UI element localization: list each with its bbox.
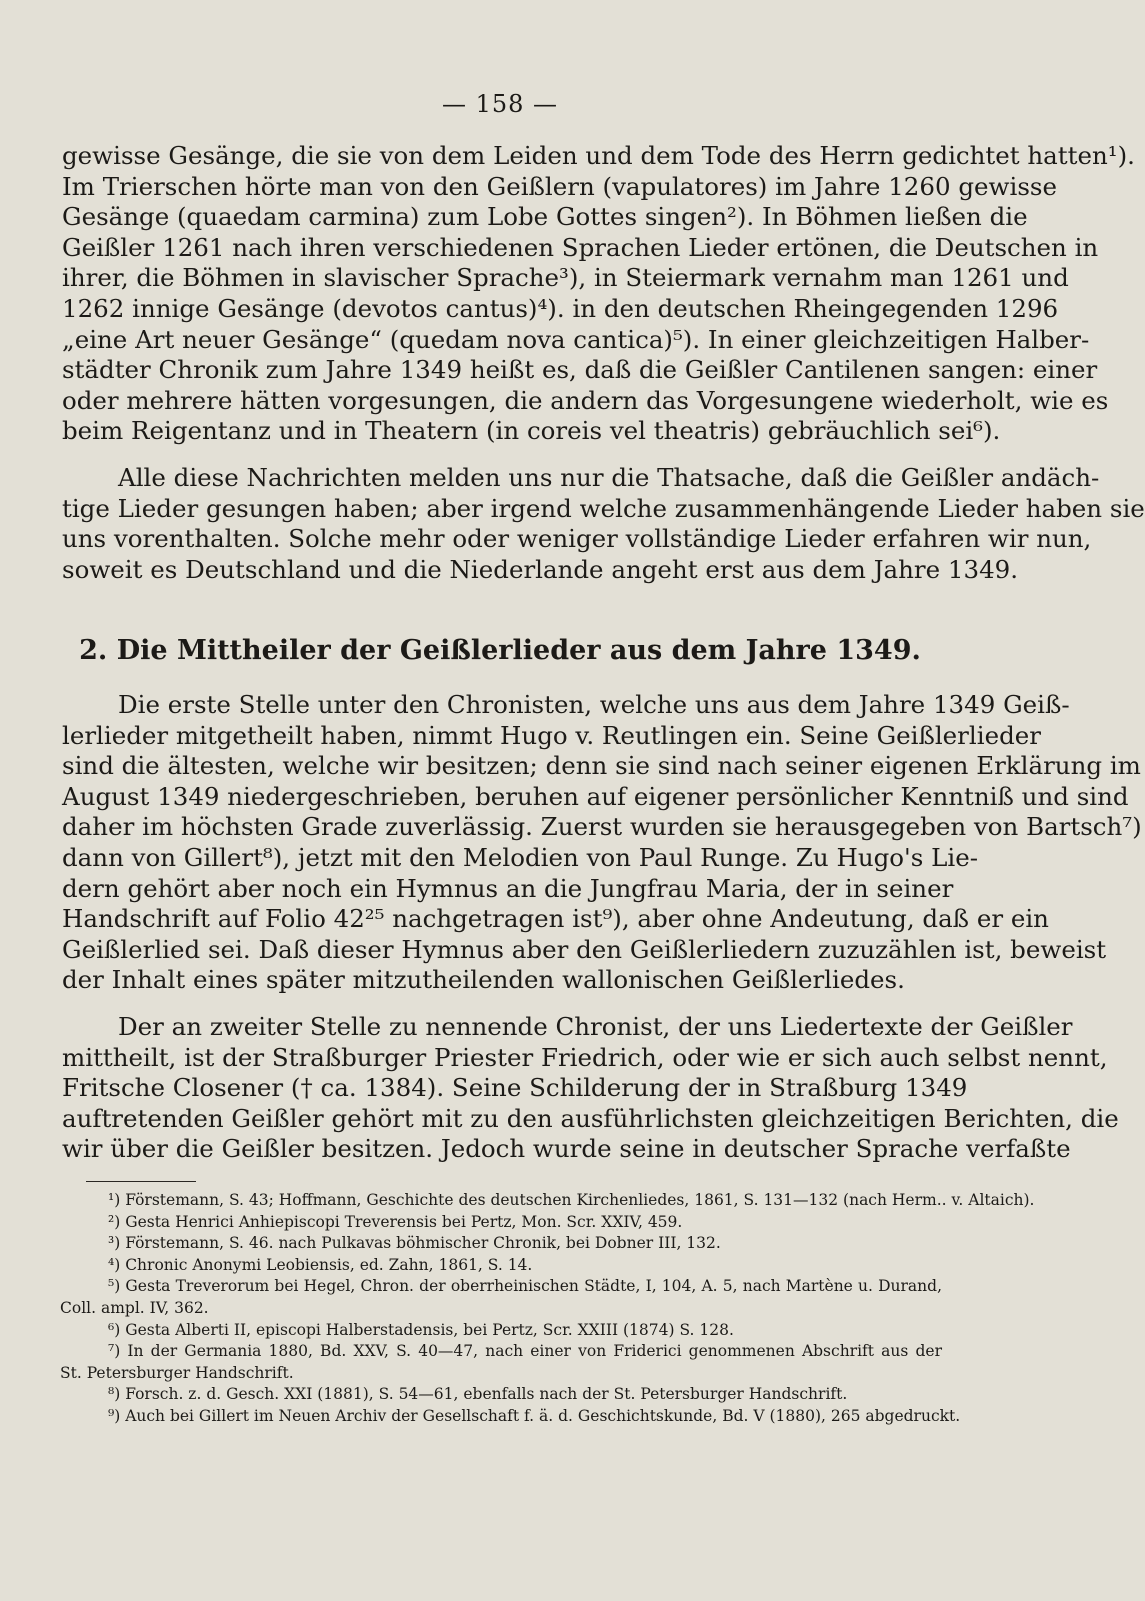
text-line: auftretenden Geißler gehört mit zu den ausführlichsten gleichzeitigen Berichten, die <box>62 1103 1119 1133</box>
text-line: uns vorenthalten. Solche mehr oder weniger vollständige Lieder erfahren wir nun, <box>62 524 1092 554</box>
text-line: Geißler 1261 nach ihren verschiedenen Sprachen Lieder ertönen, die Deutschen in <box>62 232 1099 262</box>
text-line: 1262 innige Gesänge (devotos cantus)⁴). in den deutschen Rheingegenden 1296 <box>62 293 1059 323</box>
footnote-1: ¹) Förstemann, S. 43; Hoffmann, Geschichte des deutschen Kirchenliedes, 1861, S. 131—132 (nach Herm.. v. Altaich). <box>108 1191 1035 1209</box>
footnote-5: ⁵) Gesta Treverorum bei Hegel, Chron. der oberrheinischen Städte, I, 104, A. 5, nach Martène u. Durand, <box>108 1277 942 1296</box>
footnote-4: ⁴) Chronic Anonymi Leobiensis, ed. Zahn, 1861, S. 14. <box>108 1255 533 1274</box>
paragraph-2 <box>62 463 1145 585</box>
text-line: dann von Gillert⁸), jetzt mit den Melodien von Paul Runge. Zu Hugo's Lie- <box>62 842 979 872</box>
text-line: oder mehrere hätten vorgesungen, die andern das Vorgesungene wiederholt, wie es <box>62 385 1109 415</box>
text-line: Alle diese Nachrichten melden uns nur die Thatsache, daß die Geißler andäch- <box>118 463 1100 492</box>
footnote-3: ³) Förstemann, S. 46. nach Pulkavas böhmischer Chronik, bei Dobner III, 132. <box>108 1234 721 1253</box>
text-line: beim Reigentanz und in Theatern (in coreis vel theatris) gebräuchlich sei⁶). <box>62 416 1001 446</box>
text-line: Geißlerlied sei. Daß dieser Hymnus aber den Geißlerliedern zuzuzählen ist, beweist <box>62 934 1107 964</box>
footnote-7: ⁷) In der Germania 1880, Bd. XXV, S. 40—47, nach einer von Friderici genommenen Abschrift aus der <box>108 1342 942 1361</box>
text-line: Gesänge (quaedam carmina) zum Lobe Gottes singen²). In Böhmen ließen die <box>62 202 1028 232</box>
text-line: tige Lieder gesungen haben; aber irgend welche zusammenhängende Lieder haben sie <box>62 493 1145 523</box>
text-line: städter Chronik zum Jahre 1349 heißt es, daß die Geißler Cantilenen sangen: einer <box>62 355 1098 385</box>
text-line: gewisse Gesänge, die sie von dem Leiden und dem Tode des Herrn gedichtet hatten¹). <box>62 141 1135 170</box>
footnote-8: ⁸) Forsch. z. d. Gesch. XXI (1881), S. 54—61, ebenfalls nach der St. Petersburger Handschrift. <box>108 1385 848 1404</box>
text-line: der Inhalt eines später mitzutheilenden wallonischen Geißlerliedes. <box>62 965 905 995</box>
text-line: dern gehört aber noch ein Hymnus an die Jungfrau Maria, der in seiner <box>62 873 954 903</box>
footnote-5-continuation: Coll. ampl. IV, 362. <box>60 1298 209 1317</box>
text-line: Die erste Stelle unter den Chronisten, welche uns aus dem Jahre 1349 Geiß- <box>118 690 1070 719</box>
paragraph-3 <box>62 690 1142 996</box>
paragraph-1 <box>62 141 1135 447</box>
paragraph-4 <box>62 1012 1119 1165</box>
text-line: Handschrift auf Folio 42²⁵ nachgetragen ist⁹), aber ohne Andeutung, daß er ein <box>62 904 1049 934</box>
footnote-9: ⁹) Auch bei Gillert im Neuen Archiv der Gesellschaft f. ä. d. Geschichtskunde, Bd. V (1880), 265 abgedruckt. <box>108 1406 961 1425</box>
footnote-7-continuation: St. Petersburger Handschrift. <box>60 1363 294 1382</box>
text-line: daher im höchsten Grade zuverlässig. Zuerst wurden sie herausgegeben von Bartsch⁷) <box>62 812 1142 842</box>
text-line: August 1349 niedergeschrieben, beruhen auf eigener persönlicher Kenntniß und sind <box>62 781 1129 811</box>
text-line: Im Trierschen hörte man von den Geißlern (vapulatores) im Jahre 1260 gewisse <box>62 171 1057 201</box>
text-line: soweit es Deutschland und die Niederlande angeht erst aus dem Jahre 1349. <box>62 554 1019 584</box>
footnotes <box>60 1190 1035 1428</box>
text-line: ihrer, die Böhmen in slavischer Sprache³), in Steiermark vernahm man 1261 und <box>62 263 1069 293</box>
text-line: mittheilt, ist der Straßburger Priester Friedrich, oder wie er sich auch selbst nennt, <box>62 1042 1108 1072</box>
text-line: lerlieder mitgetheilt haben, nimmt Hugo v. Reutlingen ein. Seine Geißlerlieder <box>62 720 1041 750</box>
footnote-2: ²) Gesta Henrici Anhiepiscopi Treverensis bei Pertz, Mon. Scr. XXIV, 459. <box>108 1212 683 1231</box>
section-title: 2. Die Mittheiler der Geißlerlieder aus dem Jahre 1349. <box>79 635 921 666</box>
text-line: Der an zweiter Stelle zu nennende Chronist, der uns Liedertexte der Geißler <box>118 1012 1073 1041</box>
text-line: wir über die Geißler besitzen. Jedoch wurde seine in deutscher Sprache verfaßte <box>62 1134 1071 1164</box>
text-line: sind die ältesten, welche wir besitzen; denn sie sind nach seiner eigenen Erklärung im <box>62 751 1141 781</box>
text-line: „eine Art neuer Gesänge“ (quedam nova cantica)⁵). In einer gleichzeitigen Halber- <box>62 324 1090 354</box>
footnote-6: ⁶) Gesta Alberti II, episcopi Halberstadensis, bei Pertz, Scr. XXIII (1874) S. 128. <box>108 1320 734 1339</box>
footnote-divider <box>86 1181 196 1182</box>
text-line: Fritsche Closener († ca. 1384). Seine Schilderung der in Straßburg 1349 <box>62 1073 968 1103</box>
page-number: — 158 — <box>441 90 559 118</box>
